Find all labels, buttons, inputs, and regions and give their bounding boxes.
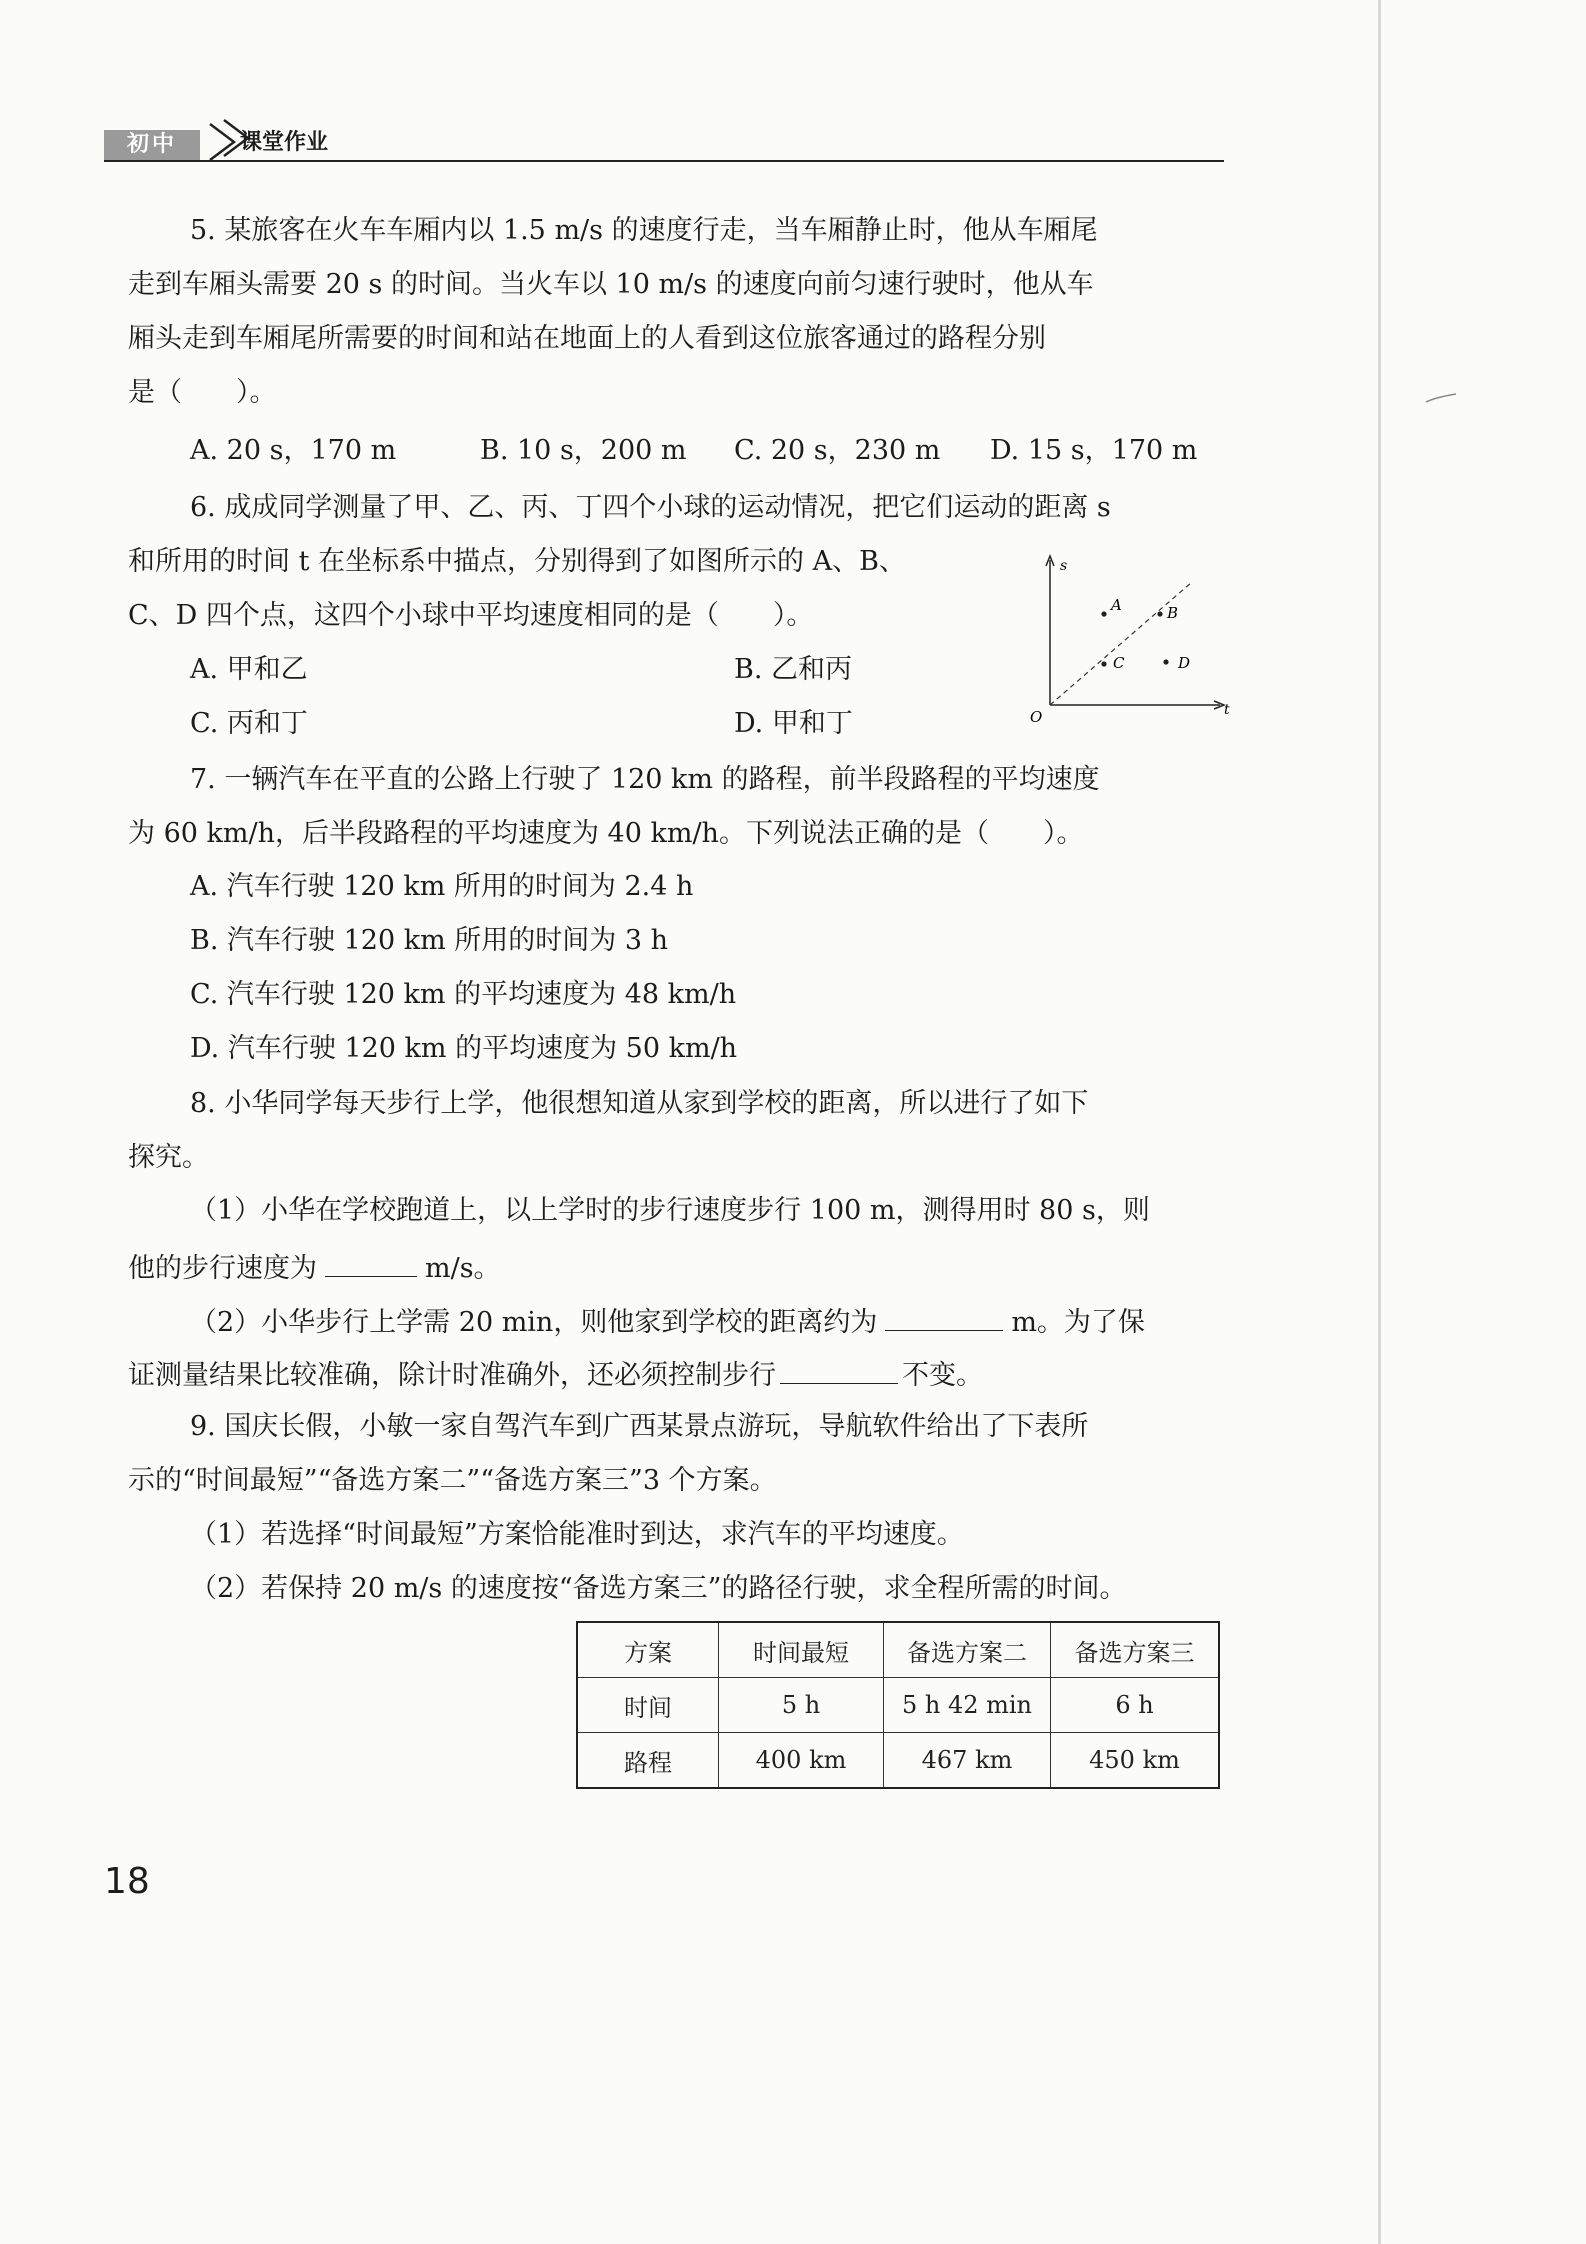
q5-line-1: 5. 某旅客在火车车厢内以 1.5 m/s 的速度行走，当车厢静止时，他从车厢尾 bbox=[190, 215, 1098, 246]
table-header-cell: 方案 bbox=[577, 1622, 719, 1678]
point-c bbox=[1101, 661, 1106, 666]
q7-option-d: D. 汽车行驶 120 km 的平均速度为 50 km/h bbox=[190, 1033, 738, 1064]
q8-part2-line-2 bbox=[128, 1355, 983, 1394]
table-cell: 5 h 42 min bbox=[884, 1678, 1051, 1733]
q8-part1-answer-blank[interactable] bbox=[325, 1248, 417, 1277]
table-header-cell: 备选方案三 bbox=[1051, 1622, 1220, 1678]
q8-part1-line-2 bbox=[128, 1248, 501, 1287]
q6-option-b: B. 乙和丙 bbox=[734, 654, 853, 685]
table-cell: 时间 bbox=[577, 1678, 719, 1733]
q6-line-3: C、D 四个点，这四个小球中平均速度相同的是（ ）。 bbox=[128, 600, 814, 631]
pencil-mark bbox=[1424, 392, 1458, 406]
t-axis-label: t bbox=[1224, 702, 1230, 718]
table-row bbox=[577, 1733, 1219, 1789]
page-header bbox=[104, 116, 1224, 162]
q8-part2-text-a: （2）小华步行上学需 20 min，则他家到学校的距离约为 bbox=[190, 1307, 878, 1338]
route-plan-table bbox=[576, 1621, 1220, 1789]
q9-line-2: 示的“时间最短”“备选方案二”“备选方案三”3 个方案。 bbox=[128, 1465, 777, 1496]
q6-option-d: D. 甲和丁 bbox=[734, 708, 853, 739]
scan-edge bbox=[1378, 0, 1381, 2244]
q8-part1-line-1: （1）小华在学校跑道上，以上学时的步行速度步行 100 m，测得用时 80 s，则 bbox=[190, 1195, 1150, 1226]
q8-part1-unit: m/s。 bbox=[425, 1253, 501, 1284]
point-b-label: B bbox=[1167, 604, 1179, 622]
table-cell: 路程 bbox=[577, 1733, 719, 1789]
s-axis-label: s bbox=[1060, 558, 1068, 574]
q7-option-a: A. 汽车行驶 120 km 所用的时间为 2.4 h bbox=[190, 871, 694, 902]
q8-part2-text-b: m。为了保 bbox=[1011, 1307, 1145, 1338]
q8-line-1: 8. 小华同学每天步行上学，他很想知道从家到学校的距离，所以进行了如下 bbox=[190, 1088, 1089, 1119]
q8-part2-text-c: 证测量结果比较准确，除计时准确外，还必须控制步行 bbox=[128, 1360, 776, 1391]
q5-line-2: 走到车厢头需要 20 s 的时间。当火车以 10 m/s 的速度向前匀速行驶时，他从车 bbox=[128, 269, 1094, 300]
q5-option-c: C. 20 s，230 m bbox=[734, 435, 941, 466]
table-header-row bbox=[577, 1622, 1219, 1678]
point-d-label: D bbox=[1178, 654, 1191, 672]
q7-line-1: 7. 一辆汽车在平直的公路上行驶了 120 km 的路程，前半段路程的平均速度 bbox=[190, 764, 1100, 795]
s-t-graph bbox=[1020, 550, 1240, 730]
origin-label: O bbox=[1030, 708, 1043, 726]
point-d bbox=[1163, 659, 1168, 664]
q9-part1: （1）若选择“时间最短”方案恰能准时到达，求汽车的平均速度。 bbox=[190, 1519, 964, 1550]
q8-part2-text-d: 不变。 bbox=[902, 1360, 983, 1391]
table-header-cell: 备选方案二 bbox=[884, 1622, 1051, 1678]
q7-line-2: 为 60 km/h，后半段路程的平均速度为 40 km/h。下列说法正确的是（ ）。 bbox=[128, 818, 1084, 849]
grade-badge: 初中 bbox=[104, 130, 200, 160]
point-c-label: C bbox=[1113, 654, 1125, 672]
table-cell: 400 km bbox=[719, 1733, 884, 1789]
q8-line-2: 探究。 bbox=[128, 1142, 209, 1173]
q6-option-c: C. 丙和丁 bbox=[190, 708, 308, 739]
table-cell: 450 km bbox=[1051, 1733, 1220, 1789]
q9-line-1: 9. 国庆长假，小敏一家自驾汽车到广西某景点游玩，导航软件给出了下表所 bbox=[190, 1411, 1089, 1442]
q7-option-c: C. 汽车行驶 120 km 的平均速度为 48 km/h bbox=[190, 979, 737, 1010]
q9-part2: （2）若保持 20 m/s 的速度按“备选方案三”的路径行驶，求全程所需的时间。 bbox=[190, 1573, 1127, 1604]
table-row bbox=[577, 1678, 1219, 1733]
q7-option-b: B. 汽车行驶 120 km 所用的时间为 3 h bbox=[190, 925, 668, 956]
header-title: 课堂作业 bbox=[240, 130, 329, 155]
q5-option-a: A. 20 s，170 m bbox=[190, 435, 397, 466]
table-cell: 467 km bbox=[884, 1733, 1051, 1789]
table-cell: 6 h bbox=[1051, 1678, 1220, 1733]
page-number: 18 bbox=[104, 1861, 150, 1902]
q8-part2-line-1 bbox=[190, 1302, 1145, 1341]
q8-part2-distance-blank[interactable] bbox=[885, 1302, 1003, 1331]
table-cell: 5 h bbox=[719, 1678, 884, 1733]
q5-line-4: 是（ ）。 bbox=[128, 377, 277, 408]
q5-line-3: 厢头走到车厢尾所需要的时间和站在地面上的人看到这位旅客通过的路程分别 bbox=[128, 323, 1046, 354]
q6-line-1: 6. 成成同学测量了甲、乙、丙、丁四个小球的运动情况，把它们运动的距离 s bbox=[190, 492, 1111, 523]
q6-line-2: 和所用的时间 t 在坐标系中描点，分别得到了如图所示的 A、B、 bbox=[128, 546, 906, 577]
header-rule bbox=[104, 160, 1224, 162]
q5-option-d: D. 15 s，170 m bbox=[990, 435, 1198, 466]
table-header-cell: 时间最短 bbox=[719, 1622, 884, 1678]
point-a bbox=[1101, 611, 1106, 616]
point-a-label: A bbox=[1111, 596, 1122, 614]
q8-part1-text: 他的步行速度为 bbox=[128, 1253, 317, 1284]
q5-option-b: B. 10 s，200 m bbox=[480, 435, 687, 466]
q8-part2-variable-blank[interactable] bbox=[780, 1355, 898, 1384]
point-b bbox=[1157, 611, 1162, 616]
q6-option-a: A. 甲和乙 bbox=[190, 654, 308, 685]
